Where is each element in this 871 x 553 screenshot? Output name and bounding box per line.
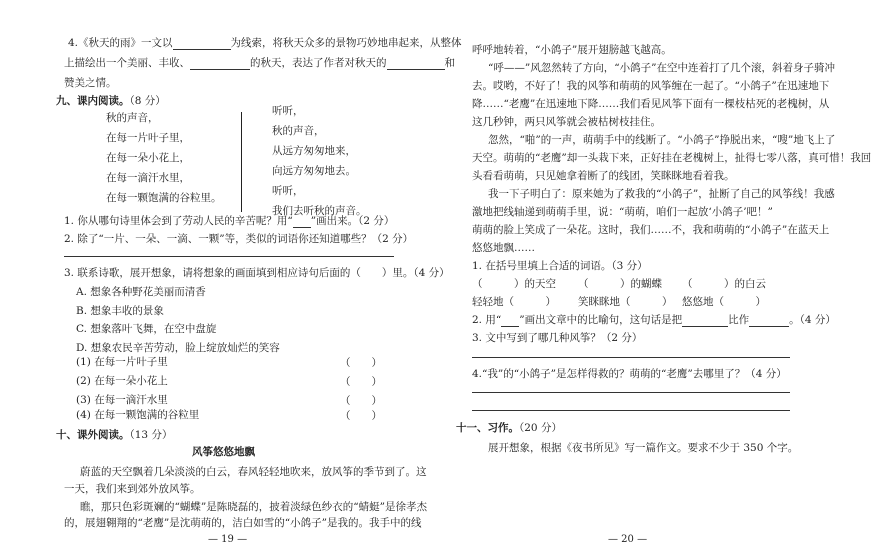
- article-line: 天空。萌萌的“老鹰”却一头栽下来，正好挂在老槐树上，扯得七零八落，真可惜！我回: [472, 152, 871, 164]
- s10-q2: 2. 用“ ”画出文章中的比喻句，这句话是把 比作 。（4 分）: [472, 314, 836, 326]
- fill-word[interactable]: 悠悠地（ ）: [682, 296, 766, 308]
- poem-line: 在每一片叶子里，: [106, 132, 190, 144]
- article-title: 风筝悠悠地飘: [192, 446, 255, 458]
- answer-line[interactable]: [472, 392, 790, 393]
- right-page: [400, 0, 871, 553]
- article-line: 忽然，“啪”的一声，萌萌手中的线断了。“小鸽子”挣脱出来，“嗖”地飞上了: [488, 134, 836, 146]
- poem-line: 我们去听秋的声音。: [272, 205, 367, 217]
- poem-divider: [241, 112, 242, 212]
- article-line: 头看看萌萌，只见她拿着断了的线团，笑眯眯地看着我。: [472, 170, 735, 182]
- fill-word[interactable]: （ ）的蝴蝶: [578, 278, 662, 290]
- fill-word[interactable]: （ ）的白云: [682, 278, 766, 290]
- article-line: 呼呼地转着，“小鸽子”展开翅膀越飞越高。: [472, 44, 672, 56]
- poem-line: 在每一颗饱满的谷粒里。: [106, 192, 222, 204]
- answer-paren[interactable]: （ ）: [340, 376, 382, 388]
- underline-sample: [501, 315, 519, 327]
- answer-blank[interactable]: [749, 315, 789, 327]
- section10-heading: 十、课外阅读。（13 分）: [56, 429, 173, 441]
- article-line: 悠悠地飘……: [472, 242, 535, 254]
- s10-q1: 1. 在括号里填上合适的词语。（3 分）: [472, 260, 648, 272]
- answer-paren[interactable]: （ ）: [340, 410, 382, 422]
- poem-line: 在每一滴汗水里，: [106, 172, 190, 184]
- answer-line[interactable]: [472, 410, 790, 411]
- option: D. 想象农民辛苦劳动，脸上绽放灿烂的笑容: [76, 342, 280, 354]
- s9-q2: 2. 除了“一片、一朵、一滴、一颗”等，类似的词语你还知道哪些？（2 分）: [64, 233, 414, 245]
- s10-q4: 4.“我”的“小鸽子”是怎样得救的？萌萌的“老鹰”去哪里了？（4 分）: [472, 368, 787, 380]
- s10-q3: 3. 文中写到了哪几种风筝？（2 分）: [472, 332, 643, 344]
- s9-q1: 1. 你从哪句诗里体会到了劳动人民的辛苦呢？用“ ”画出来。（2 分）: [64, 215, 395, 227]
- answer-blank[interactable]: [190, 58, 250, 70]
- article-line: “呼——”风忽然转了方向，“小鸽子”在空中连着打了几个滚，斜着身子骑冲: [488, 62, 835, 74]
- poem-line: 听听，: [272, 185, 304, 197]
- poem-line: 秋的声音，: [106, 112, 159, 124]
- fill-word[interactable]: 笑眯眯地（ ）: [578, 296, 673, 308]
- section11-heading: 十一、习作。（20 分）: [456, 422, 562, 434]
- item: (1) 在每一片叶子里: [76, 356, 168, 368]
- poem-line: 听听，: [272, 105, 304, 117]
- item: (2) 在每一朵小花上: [76, 375, 168, 387]
- fill-word[interactable]: 轻轻地（ ）: [472, 296, 556, 308]
- item: (3) 在每一滴汗水里: [76, 394, 168, 406]
- answer-paren[interactable]: （ ）: [340, 395, 382, 407]
- s9-q3: 3. 联系诗歌，展开想象，请将想象的画面填到相应诗句后面的（ ）里。（4 分）: [64, 267, 450, 279]
- answer-blank[interactable]: [682, 315, 728, 327]
- section9-heading: 九、课内阅读。（8 分）: [56, 95, 166, 107]
- article-line: 这几秒钟，两只风筝就会被枯树枝挂住。: [472, 116, 661, 128]
- page-number: — 20 —: [608, 534, 648, 545]
- page-number: — 19 —: [208, 534, 248, 545]
- article-line: 蔚蓝的天空飘着几朵淡淡的白云，春风轻轻地吹来，放风筝的季节到了。这: [80, 466, 427, 478]
- answer-paren[interactable]: （ ）: [340, 357, 382, 369]
- article-line: 我一下子明白了：原来她为了救我的“小鸽子”，扯断了自己的风筝线！我感: [488, 188, 835, 200]
- option: B. 想象丰收的景象: [76, 305, 164, 317]
- option: C. 想象落叶飞舞，在空中盘旋: [76, 323, 217, 335]
- option: A. 想象各种野花美丽而清香: [76, 286, 206, 298]
- q4-line2: 上描绘出一个美丽、丰收、 的秋天，表达了作者对秋天的 和: [64, 57, 455, 69]
- answer-line[interactable]: [472, 357, 790, 358]
- poem-line: 向远方匆匆地去。: [272, 165, 356, 177]
- essay-prompt: 展开想象，根据《夜书所见》写一篇作文。要求不少于 350 个字。: [488, 442, 799, 454]
- q4-line1: 4.《秋天的雨》一文以 为线索，将秋天众多的景物巧妙地串起来，从整体: [68, 37, 462, 49]
- article-line: 一天，我们来到郊外放风筝。: [64, 483, 201, 495]
- article-line: 萌萌的脸上笑成了一朵花。这时，我们……不，我和萌萌的“小鸽子”在蓝天上: [472, 224, 830, 236]
- underline-sample: [293, 216, 311, 228]
- answer-line[interactable]: [64, 256, 394, 257]
- poem-line: 从远方匆匆地来，: [272, 145, 356, 157]
- article-line: 瞧，那只色彩斑斓的“蝴蝶”是陈晓磊的，披着淡绿色纱衣的“蜻蜓”是徐孝杰: [80, 501, 427, 513]
- poem-line: 在每一朵小花上，: [106, 152, 190, 164]
- article-line: 去。哎哟，不好了！我的风筝和萌萌的风筝缠在一起了。“小鸽子”在迅速地下: [472, 80, 830, 92]
- poem-line: 秋的声音，: [272, 125, 325, 137]
- answer-blank[interactable]: [173, 38, 231, 50]
- q4-line3: 赞美之情。: [64, 77, 117, 89]
- fill-word[interactable]: （ ）的天空: [472, 278, 556, 290]
- item: (4) 在每一颗饱满的谷粒里: [76, 409, 200, 421]
- article-line: 降……“老鹰”在迅速地下降……我们看见风筝下面有一棵枝枯死的老槐树，从: [472, 98, 830, 110]
- article-line: 激地把线轴递到萌萌手里，说：“萌萌，咱们一起放‘小鸽子’吧！”: [472, 206, 773, 218]
- article-line: 的，展翅翱翔的“老鹰”是沈萌萌的，洁白如雪的“小鸽子”是我的。我手中的线: [64, 517, 422, 529]
